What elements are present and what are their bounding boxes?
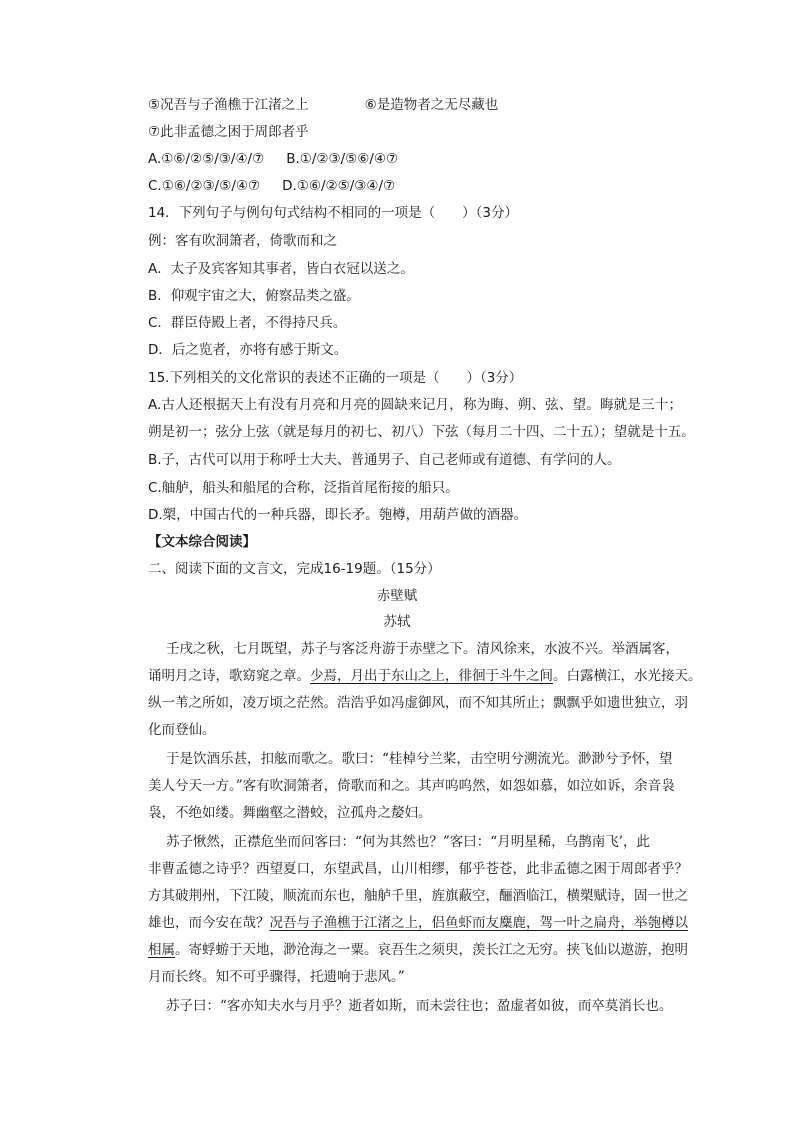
p4-line1: 苏子曰：“客亦知夫水与月乎？逝者如斯，而未尝往也；盈虚者如彼，而卒莫消长也。: [166, 998, 673, 1014]
p2-line1: 于是饮酒乐甚，扣舷而歌之。歌曰：“桂棹兮兰桨，击空明兮溯流光。渺渺兮予怀，望: [166, 751, 673, 767]
option-6: ⑥是造物者之无尽藏也: [364, 97, 499, 113]
q15-option-a-line2: 朔是初一；弦分上弦（就是每月的初七、初八）下弦（每月二十四、二十五）；望就是十五。: [148, 424, 695, 440]
underlined-sentence-2-end: 相属: [148, 942, 175, 958]
q15-option-b: B.子，古代可以用于称呼士大夫、普通男子、自己老师或有道德、有学问的人。: [148, 452, 621, 468]
q15-option-d: D.槊，中国古代的一种兵器，即长矛。匏樽，用葫芦做的酒器。: [148, 507, 528, 523]
p3-line5-rest: 。寄蜉蝣于天地，渺沧海之一粟。哀吾生之须臾，羡长江之无穷。挟飞仙以遨游，抱明: [175, 942, 688, 958]
underlined-sentence-1: 少焉，月出于东山之上，徘徊于斗牛之间: [310, 668, 553, 684]
p1-line3: 纵一苇之所如，凌万顷之茫然。浩浩乎如冯虚御风，而不知其所止；飘飘乎如遗世独立，羽: [148, 695, 688, 711]
q14-option-a: A．太子及宾客知其事者，皆白衣冠以送之。: [148, 261, 414, 277]
p3-line2: 非曹孟德之诗乎？西望夏口，东望武昌，山川相缪，郁乎苍苍，此非孟德之困于周郎者乎？: [148, 861, 688, 877]
option-7: ⑦此非孟德之困于周郎者乎: [148, 124, 309, 140]
q15-option-c: C.舳舻，船头和船尾的合称，泛指首尾衔接的船只。: [148, 480, 459, 496]
underlined-sentence-2: 况吾与子渔樵于江渚之上，侣鱼虾而友麋鹿，驾一叶之扁舟，举匏樽以: [269, 915, 688, 931]
option-line-5-6: [148, 96, 498, 114]
q14-example: 例：客有吹洞箫者，倚歌而和之: [148, 233, 337, 249]
p2-line2: 美人兮天一方。”客有吹洞箫者，倚歌而和之。其声呜呜然，如怨如慕，如泣如诉，余音袅: [148, 778, 675, 794]
p1-line1: 壬戌之秋，七月既望，苏子与客泛舟游于赤壁之下。清风徐来，水波不兴。举酒属客，: [166, 641, 679, 657]
p3-line5: [148, 941, 688, 959]
p2-line3: 袅，不绝如缕。舞幽壑之潜蛟，泣孤舟之嫠妇。: [148, 805, 432, 821]
p3-line4-start: 雄也，而今安在哉？: [148, 915, 270, 931]
q15-stem: 15.下列相关的文化常识的表述不正确的一项是（ ）（3分）: [148, 370, 523, 386]
q14-option-c: C．群臣侍殿上者，不得持尺兵。: [148, 315, 347, 331]
section-intro: 二、阅读下面的文言文，完成16-19题。（15分）: [148, 561, 441, 577]
p1-line2-end: 。白露横江，水光接天。: [553, 668, 702, 684]
passage-title: 赤壁赋: [376, 588, 418, 604]
choice-b: B.①/②③/⑤⑥/④⑦: [286, 151, 399, 167]
p1-line4: 化而登仙。: [148, 722, 216, 738]
p3-line1: 苏子愀然，正襟危坐而问客曰：“何为其然也？”客曰：“月明星稀，乌鹊南飞’，此: [166, 834, 650, 850]
p3-line4: [148, 914, 688, 932]
choice-c: C.①⑥/②③/⑤/④⑦: [148, 178, 261, 194]
choices-ab: [148, 150, 398, 168]
p1-line2-start: 诵明月之诗，歌窈窕之章。: [148, 668, 310, 684]
option-5: ⑤况吾与子渔樵于江渚之上: [148, 97, 309, 113]
p3-line3: 方其破荆州，下江陵，顺流而东也，舳舻千里，旌旗蔽空，酾酒临江，横槊赋诗，固一世之: [148, 888, 688, 904]
section-heading: 【文本综合阅读】: [148, 534, 256, 550]
q14-option-d: D．后之览者，亦将有感于斯文。: [148, 342, 348, 358]
choices-cd: [148, 177, 395, 195]
q14-stem: 14．下列句子与例句句式结构不相同的一项是（ ）（3分）: [148, 205, 519, 221]
q15-option-a-line1: A.古人还根据天上有没有月亮和月亮的圆缺来记月，称为晦、朔、弦、望。晦就是三十；: [148, 397, 682, 413]
p3-line6: 月而长终。知不可乎骤得，托遗响于悲风。”: [148, 969, 405, 985]
passage-author: 苏轼: [383, 614, 411, 630]
q14-option-b: B．仰观宇宙之大，俯察品类之盛。: [148, 288, 360, 304]
choice-a: A.①⑥/②⑤/③/④/⑦: [148, 151, 265, 167]
p1-line2: [148, 667, 702, 685]
choice-d: D.①⑥/②⑤/③④/⑦: [282, 178, 396, 194]
